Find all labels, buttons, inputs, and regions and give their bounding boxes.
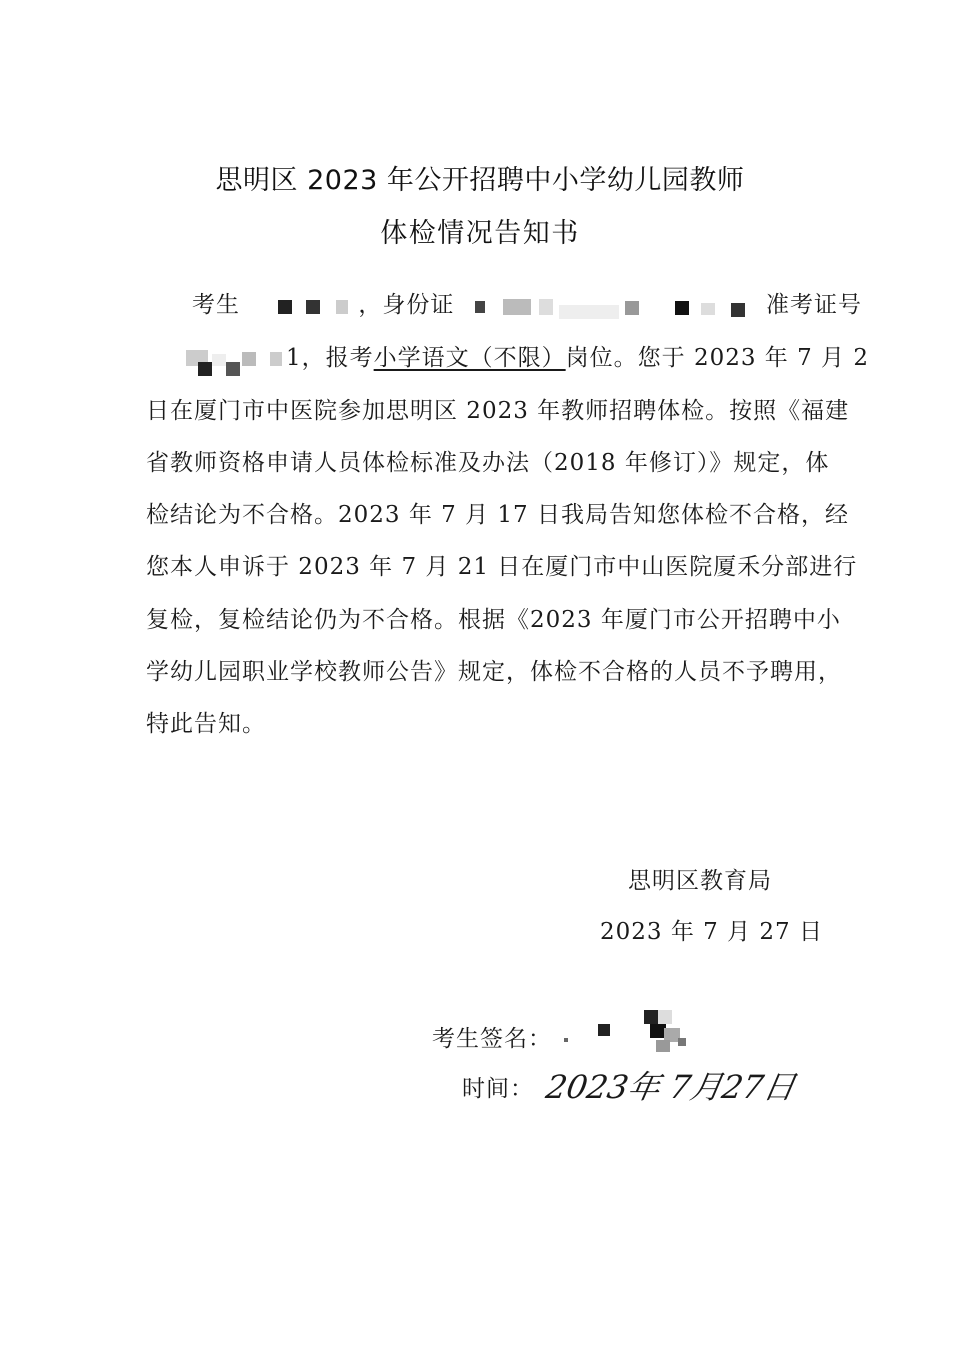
candidate-label: 考生 [192, 292, 240, 318]
redacted-id-number [463, 295, 753, 317]
apply-text: 1，报考 [286, 345, 374, 371]
candidate-sign-row [432, 1018, 700, 1058]
body-line-8: 学幼儿园职业学校教师公告》规定，体检不合格的人员不予聘用， [146, 659, 842, 685]
document-title-line2: 体检情况告知书 [380, 218, 580, 249]
exam-number-label: 准考证号 [766, 292, 862, 318]
applied-post: 小学语文（不限） [373, 345, 566, 371]
handwritten-date-text: 2023年 7月27日 [543, 1068, 799, 1106]
body-line-1 [192, 290, 753, 320]
body-line-6: 您本人申诉于 2023 年 7 月 21 日在厦门市中山医院厦禾分部进行 [146, 554, 858, 580]
id-label: ，身份证 [358, 292, 455, 318]
body-line-5: 检结论为不合格。2023 年 7 月 17 日我局告知您体检不合格，经 [146, 502, 849, 528]
redacted-exam-number [146, 348, 286, 370]
issuer-org: 思明区教育局 [628, 868, 772, 894]
redacted-name [248, 295, 358, 317]
candidate-sign-label: 考生签名： [432, 1026, 552, 1052]
redacted-signature [560, 1018, 700, 1058]
body-line-9: 特此告知。 [146, 711, 266, 737]
body-line-4: 省教师资格申请人员体检标准及办法（2018 年修订）》规定，体 [146, 450, 830, 476]
body-line-3: 日在厦门市中医院参加思明区 2023 年教师招聘体检。按照《福建 [146, 398, 850, 424]
body-line-2 [146, 343, 869, 373]
handwritten-date [543, 1062, 799, 1112]
issue-date: 2023 年 7 月 27 日 [600, 919, 823, 945]
body-line-7: 复检，复检结论仍为不合格。根据《2023 年厦门市公开招聘中小 [146, 607, 841, 633]
document-title-line1: 思明区 2023 年公开招聘中小学幼儿园教师 [215, 165, 745, 196]
candidate-time-label: 时间： [462, 1076, 534, 1102]
post-text: 岗位。您于 2023 年 7 月 2 [565, 345, 869, 371]
